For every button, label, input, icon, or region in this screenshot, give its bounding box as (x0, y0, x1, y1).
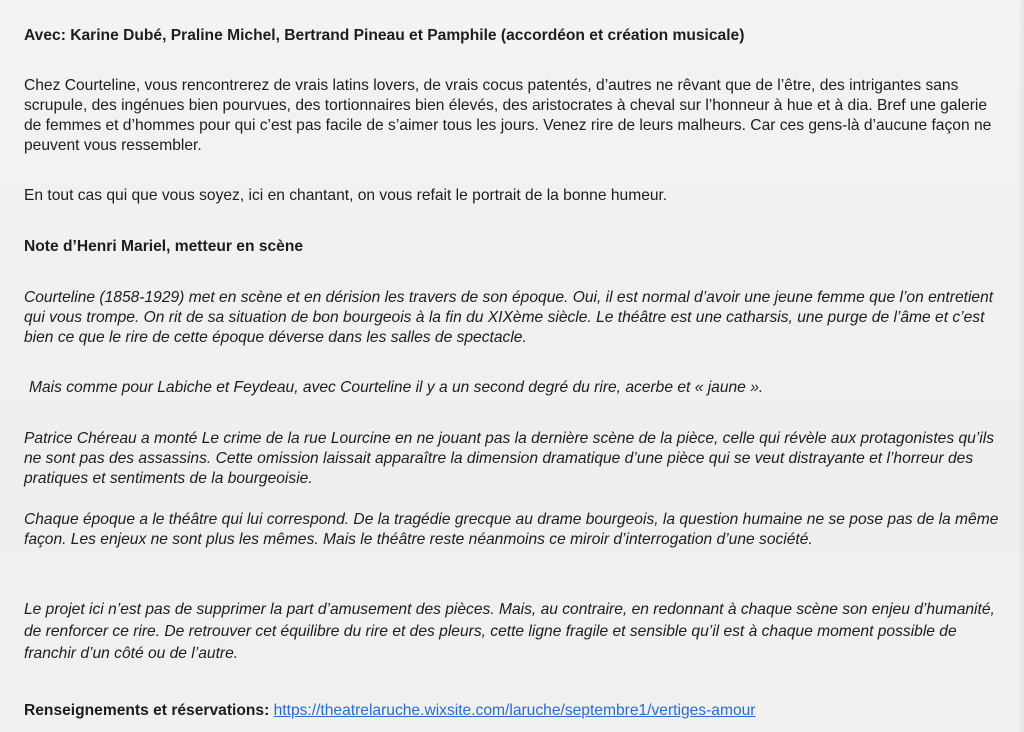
note-heading: Note d’Henri Mariel, metteur en scène (24, 238, 304, 255)
note-paragraph-5: Le projet ici n’est pas de supprimer la part d’amusement des pièces. Mais, au contraire, en redonnant à chaque scène son enjeu d’humanité, de renforcer ce rire. De retrouver cet équilibre du rire et des pleurs, cette ligne fragile et sensible qu’il est à chaque moment possible de franchir d’un côté ou de l’autre. (24, 601, 995, 662)
note-paragraph-1: Courteline (1858-1929) met en scène et en dérision les travers de son époque. Oui, il est normal d’avoir une jeune femme que l’on entretient qui vous trompe. On rit de sa situation de bon bourgeois à la fin du XIXème siècle. Le théâtre est une catharsis, une purge de l’âme et c’est bien ce que le rire de cette époque déverse dans les salles de spectacle. (24, 289, 994, 346)
intro-paragraph: Chez Courteline, vous rencontrerez de vrais latins lovers, de vrais cocus patentés, d’autres ne rêvant que de l’être, des intrigantes sans scrupule, des ingénues bien pourvues, des tortionnaires bien élevés, des aristocrates à cheval sur l’honneur à hue et à dia. Bref une galerie de femmes et d’hommes pour qui c’est pas facile de s’aimer tous les jours. Venez rire de leurs malheurs. Car ces gens-là d’aucune façon ne peuvent vous ressembler. (24, 77, 992, 154)
cast-line: Avec: Karine Dubé, Praline Michel, Bertrand Pineau et Pamphile (accordéon et création musicale) (24, 27, 745, 44)
page-edge-shadow (1018, 0, 1024, 732)
reservations-line (24, 701, 1004, 721)
note-paragraph-2: Mais comme pour Labiche et Feydeau, avec Courteline il y a un second degré du rire, acerbe et « jaune ». (29, 379, 764, 396)
tagline-paragraph: En tout cas qui que vous soyez, ici en chantant, on vous refait le portrait de la bonne humeur. (24, 187, 668, 204)
reservations-link[interactable]: https://theatrelaruche.wixsite.com/laruche/septembre1/vertiges-amour (273, 702, 756, 719)
reservations-label: Renseignements et réservations: (24, 702, 270, 719)
note-paragraph-4: Chaque époque a le théâtre qui lui correspond. De la tragédie grecque au drame bourgeois, la question humaine ne se pose pas de la même façon. Les enjeux ne sont plus les mêmes. Mais le théâtre reste néanmoins ce miroir d’interrogation d’une société. (24, 511, 999, 548)
note-paragraph-3: Patrice Chéreau a monté Le crime de la rue Lourcine en ne jouant pas la dernière scène de la pièce, celle qui révèle aux protagonistes qu’ils ne sont pas des assassins. Cette omission laissait apparaître la dimension dramatique d’une pièce qui se veut distrayante et l’horreur des pratiques et sentiments de la bourgeoisie. (24, 430, 994, 487)
